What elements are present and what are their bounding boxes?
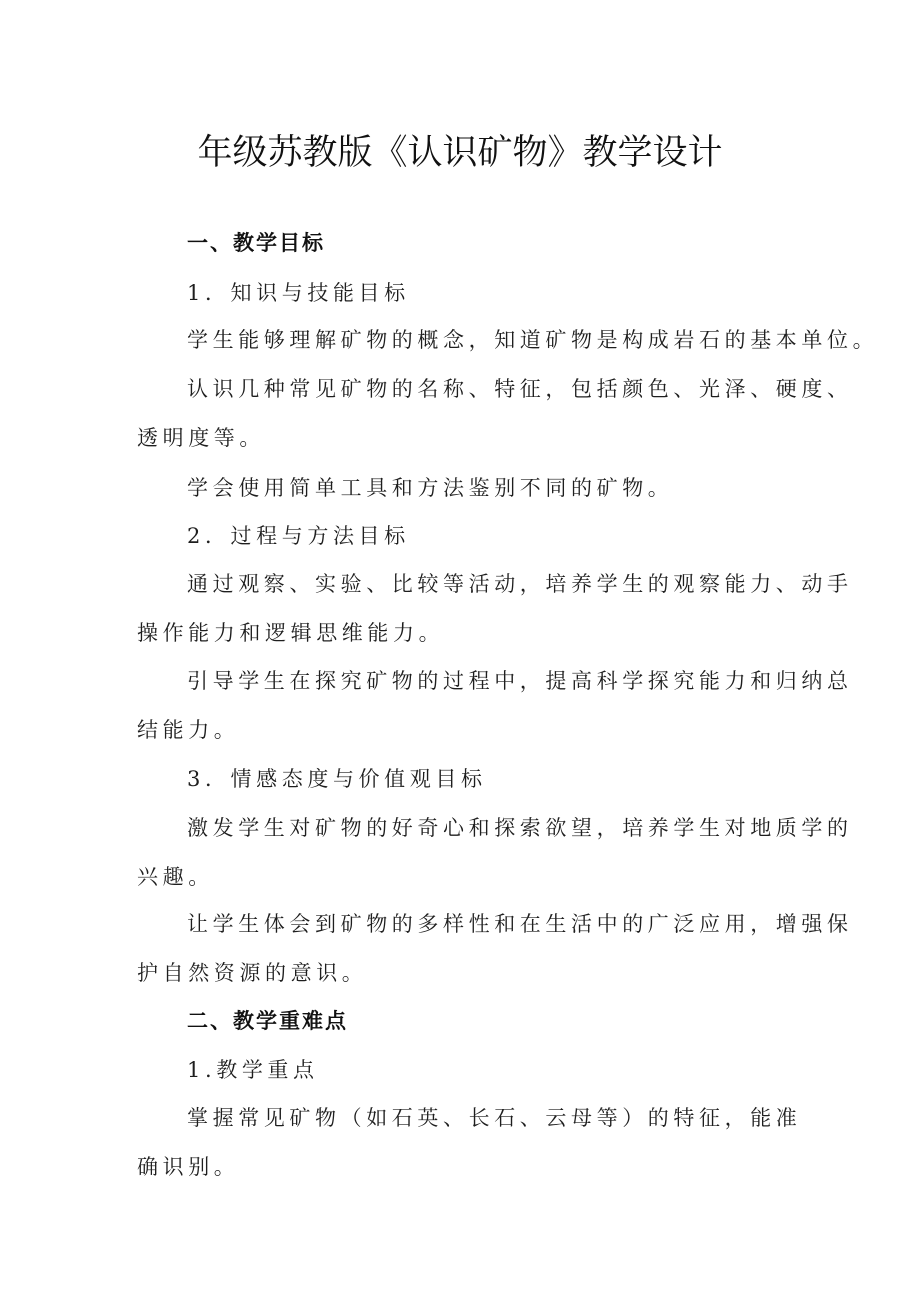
paragraph-line: 通过观察、实验、比较等活动，培养学生的观察能力、动手 [187, 572, 853, 596]
paragraph-line: 学生能够理解矿物的概念，知道矿物是构成岩石的基本单位。 [187, 328, 879, 352]
subsection-heading-knowledge-skills: 1．知识与技能目标 [187, 281, 410, 305]
paragraph-line: 透明度等。 [137, 426, 265, 450]
subsection-heading-emotional-values: 3．情感态度与价值观目标 [187, 767, 487, 791]
document-title: 年级苏教版《认识矿物》教学设计 [197, 133, 723, 173]
section-heading-key-difficulties: 二、教学重难点 [187, 1009, 348, 1033]
paragraph-line: 学会使用简单工具和方法鉴别不同的矿物。 [187, 476, 674, 500]
paragraph-line: 操作能力和逻辑思维能力。 [137, 621, 445, 645]
subsection-heading-teaching-focus: 1.教学重点 [187, 1058, 319, 1082]
paragraph-line: 确识别。 [137, 1155, 240, 1179]
paragraph-line: 护自然资源的意识。 [137, 961, 368, 985]
paragraph-line: 认识几种常见矿物的名称、特征，包括颜色、光泽、硬度、 [187, 377, 853, 401]
paragraph-line: 结能力。 [137, 718, 240, 742]
paragraph-line: 兴趣。 [137, 865, 214, 889]
paragraph-line: 激发学生对矿物的好奇心和探索欲望，培养学生对地质学的 [187, 816, 853, 840]
paragraph-line: 让学生体会到矿物的多样性和在生活中的广泛应用，增强保 [187, 912, 853, 936]
paragraph-line: 引导学生在探究矿物的过程中，提高科学探究能力和归纳总 [187, 669, 853, 693]
section-heading-teaching-goals: 一、教学目标 [187, 231, 325, 255]
subsection-heading-process-methods: 2．过程与方法目标 [187, 524, 410, 548]
paragraph-line: 掌握常见矿物（如石英、长石、云母等）的特征，能准 [187, 1106, 802, 1130]
